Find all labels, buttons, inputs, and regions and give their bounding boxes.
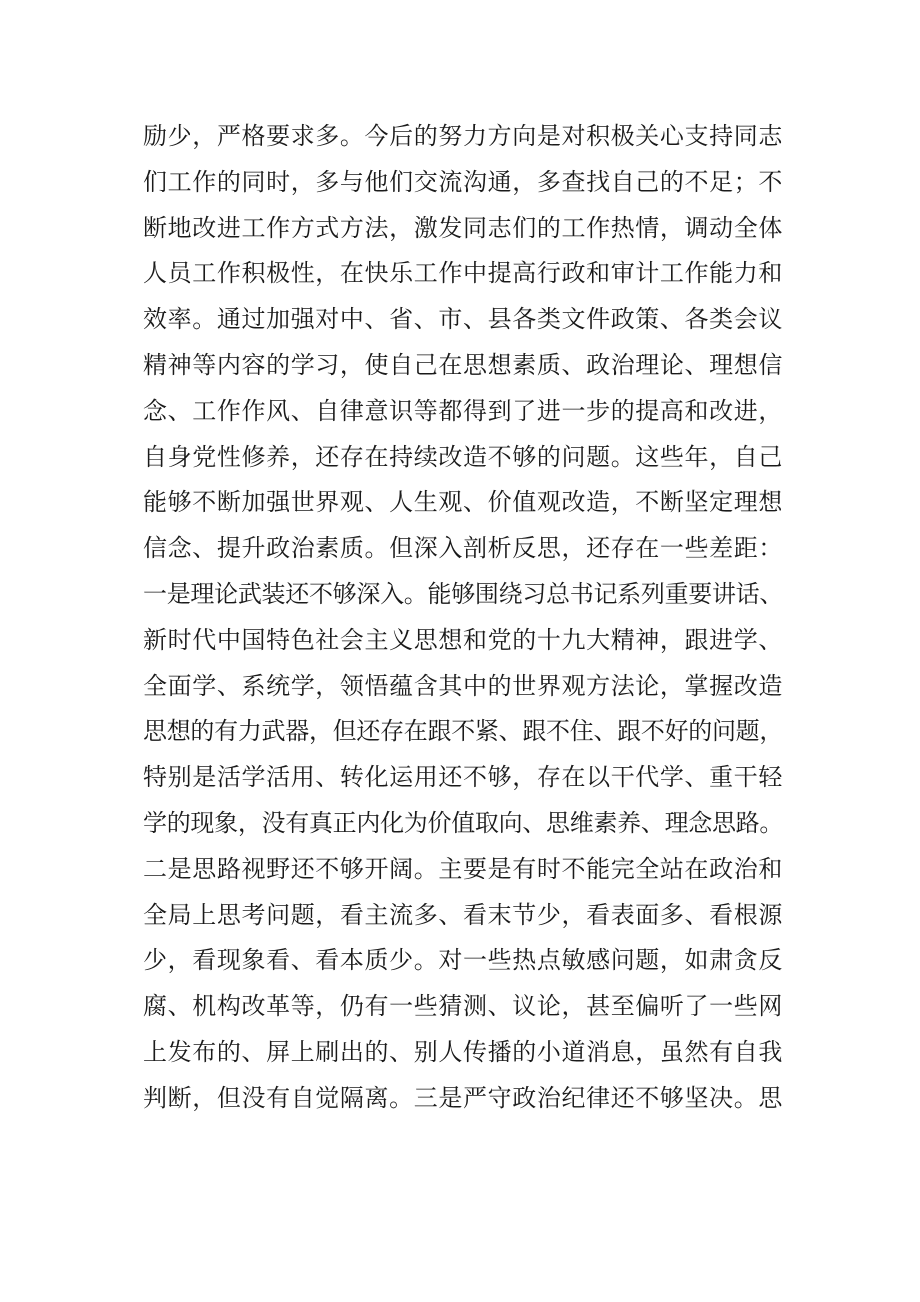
text-line: 少，看现象看、看本质少。对一些热点敏感问题，如肃贪反 <box>143 946 783 975</box>
text-line: 思想的有力武器，但还存在跟不紧、跟不住、跟不好的问题， <box>143 717 783 746</box>
text-line: 上发布的、屏上刷出的、别人传播的小道消息，虽然有自我 <box>143 1037 783 1066</box>
text-line: 效率。通过加强对中、省、市、县各类文件政策、各类会议 <box>143 305 783 334</box>
text-line: 二是思路视野还不够开阔。主要是有时不能完全站在政治和 <box>143 854 783 883</box>
text-line: 一是理论武装还不够深入。能够围绕习总书记系列重要讲话、 <box>143 579 783 608</box>
text-line: 判断，但没有自觉隔离。三是严守政治纪律还不够坚决。思 <box>143 1083 783 1112</box>
text-line: 断地改进工作方式方法，激发同志们的工作热情，调动全体 <box>143 213 783 242</box>
text-line: 念、工作作风、自律意识等都得到了进一步的提高和改进， <box>143 396 783 425</box>
text-line: 能够不断加强世界观、人生观、价值观改造，不断坚定理想 <box>143 488 783 517</box>
text-line: 全局上思考问题，看主流多、看末节少，看表面多、看根源 <box>143 900 783 929</box>
text-line: 信念、提升政治素质。但深入剖析反思，还存在一些差距： <box>143 534 783 563</box>
text-line: 们工作的同时，多与他们交流沟通，多查找自己的不足；不 <box>143 167 783 196</box>
text-line: 励少，严格要求多。今后的努力方向是对积极关心支持同志 <box>143 122 783 150</box>
text-line: 精神等内容的学习，使自己在思想素质、政治理论、理想信 <box>143 350 783 379</box>
text-line: 特别是活学活用、转化运用还不够，存在以干代学、重干轻 <box>143 763 783 792</box>
text-line: 腐、机构改革等，仍有一些猜测、议论，甚至偏听了一些网 <box>143 992 783 1021</box>
text-line: 全面学、系统学，领悟蕴含其中的世界观方法论，掌握改造 <box>143 671 783 700</box>
text-line: 新时代中国特色社会主义思想和党的十九大精神，跟进学、 <box>143 625 783 654</box>
body-text <box>143 114 783 1122</box>
text-line: 人员工作积极性，在快乐工作中提高行政和审计工作能力和 <box>143 259 783 288</box>
text-line: 自身党性修养，还存在持续改造不够的问题。这些年，自己 <box>143 442 783 471</box>
text-line: 学的现象，没有真正内化为价值取向、思维素养、理念思路。 <box>143 808 783 837</box>
